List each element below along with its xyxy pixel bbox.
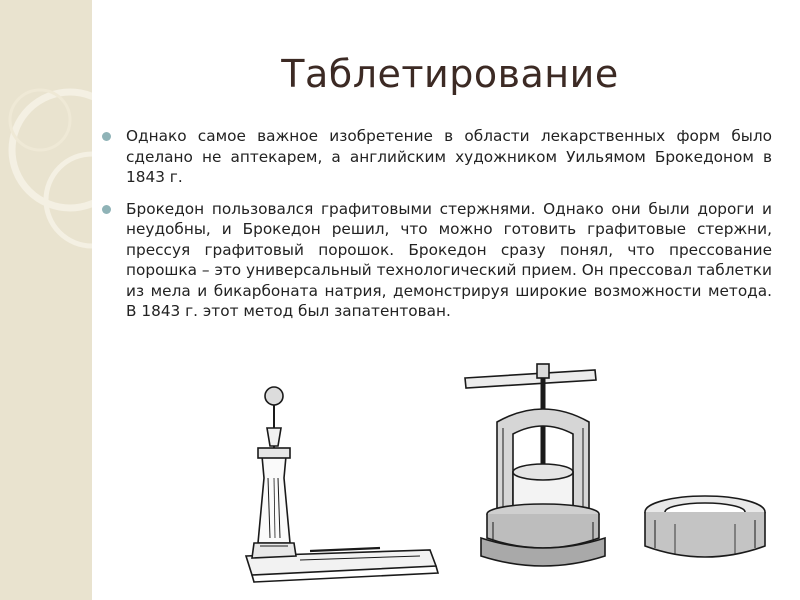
decorative-side-strip: [0, 0, 92, 600]
screw-press-drawing: [455, 362, 775, 587]
bullet-dot-icon: [102, 205, 111, 214]
bullet-item: [100, 126, 772, 188]
bullet-list: [100, 126, 772, 333]
bullet-item: [100, 199, 772, 322]
decorative-rings-icon: [0, 0, 92, 600]
bullet-text: Однако самое важное изобретение в области лекарственных форм было сделано не аптекарем, а английским художником Уильямом Брокедоном в 1843 г.: [126, 127, 772, 186]
slide-title: Таблетирование: [281, 52, 619, 96]
bullet-text: Брокедон пользовался графитовыми стержнями. Однако они были дороги и неудобны, и Брокедон решил, что можно готовить графитовые стержни, прессуя графитовый порошок. Брокедон сразу понял, что прессование порошка – это универсальный технологический прием. Он прессовал таблетки из мела и бикарбоната натрия, демонстрируя широкие возможности метода. В 1843 г. этот метод был запатентован.: [126, 199, 772, 320]
bullet-dot-icon: [102, 132, 111, 141]
hand-tablet-press-drawing: [240, 378, 440, 593]
